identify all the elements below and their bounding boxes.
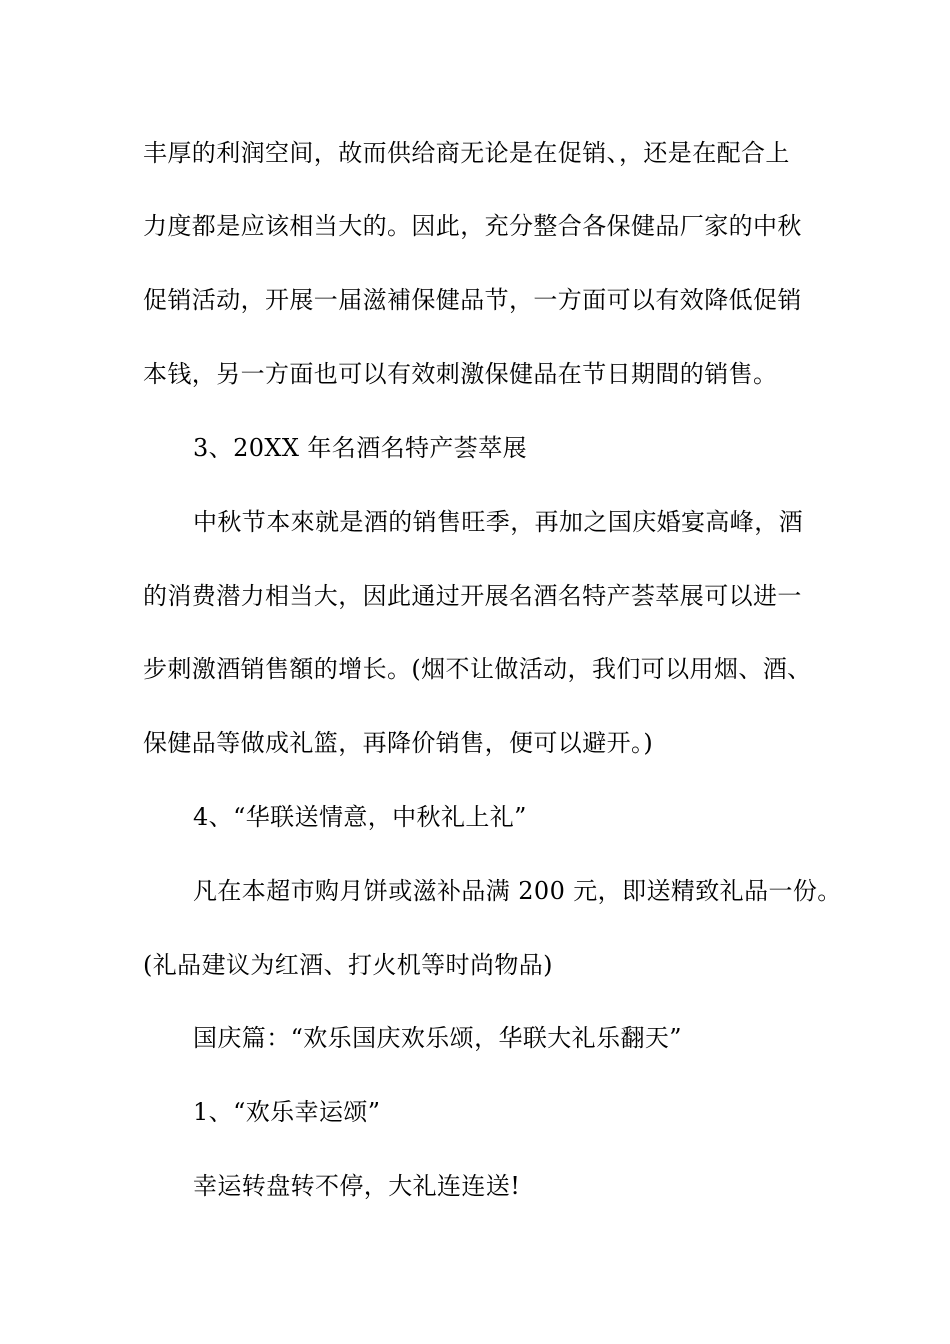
paragraph-line: 保健品等做成礼篮，再降价销售，便可以避开。)	[143, 729, 654, 757]
paragraph-line: 中秋节本來就是酒的销售旺季，再加之国庆婚宴高峰，酒	[193, 508, 803, 536]
paragraph-line: 幸运转盘转不停，大礼连连送!	[193, 1172, 521, 1200]
paragraph-line: 步刺激酒销售額的增长。(烟不让做活动，我们可以用烟、酒、	[143, 655, 812, 683]
section-heading: 4、“华联送情意，中秋礼上礼”	[193, 803, 527, 831]
section-heading: 国庆篇：“欢乐国庆欢乐颂，华联大礼乐翻天”	[193, 1024, 682, 1052]
paragraph-line: 本钱，另一方面也可以有效刺激保健品在节日期間的销售。	[143, 360, 778, 388]
section-heading: 1、“欢乐幸运颂”	[193, 1098, 381, 1126]
paragraph-line: 促销活动，开展一届滋補保健品节，一方面可以有效降低促销	[143, 286, 802, 314]
paragraph-line: 的消费潜力相当大，因此通过开展名酒名特产荟萃展可以进一	[143, 582, 802, 610]
paragraph-line: 丰厚的利润空间，故而供给商无论是在促销、，还是在配合上	[143, 139, 790, 167]
section-heading: 3、20XX 年名酒名特产荟萃展	[193, 434, 528, 462]
paragraph-line: 凡在本超市购月饼或滋补品满 200 元，即送精致礼品一份。	[193, 877, 842, 905]
paragraph-line: 力度都是应该相当大的。因此，充分整合各保健品厂家的中秋	[143, 212, 802, 240]
paragraph-line: (礼品建议为红酒、打火机等时尚物品)	[143, 951, 553, 979]
